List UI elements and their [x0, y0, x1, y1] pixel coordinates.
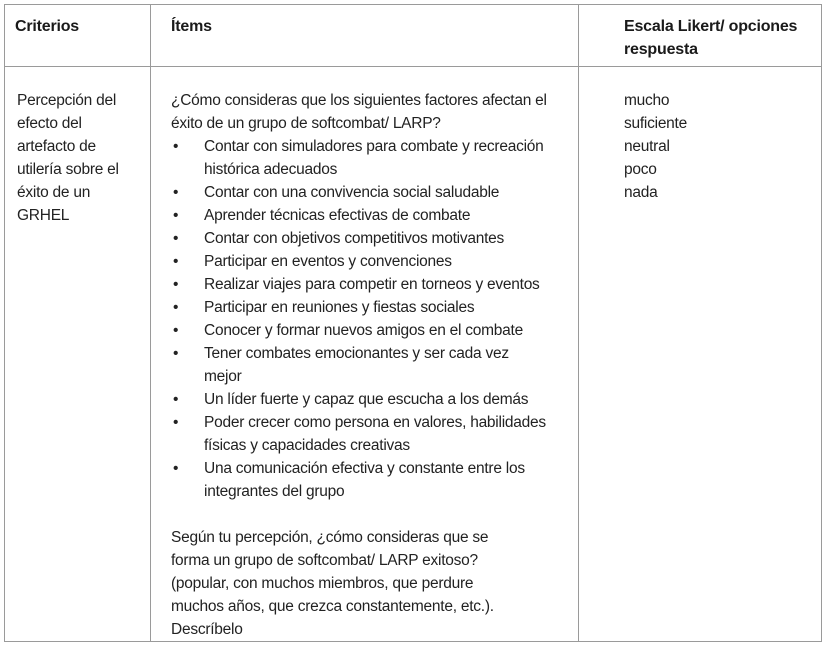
list-item — [171, 135, 548, 181]
list-item — [171, 342, 548, 388]
bullet-icon: • — [173, 276, 179, 293]
list-item — [171, 204, 548, 227]
bullet-icon: • — [173, 299, 179, 316]
escala-cell — [579, 67, 822, 642]
factors-question: ¿Cómo consideras que los siguientes factores afectan el éxito de un grupo de softcombat/ LARP? — [171, 92, 547, 132]
bullet-icon: • — [173, 253, 179, 270]
survey-table — [4, 4, 822, 642]
factor-text: Participar en eventos y convenciones — [204, 253, 452, 270]
header-criterios: Criterios — [5, 5, 151, 67]
factor-text: Contar con objetivos competitivos motivantes — [204, 230, 505, 247]
factor-text: Contar con simuladores para combate y recreación histórica adecuados — [204, 138, 544, 178]
criterio-text: Percepción del efecto del artefacto de utilería sobre el éxito de un GRHEL — [17, 92, 119, 224]
factor-text: Contar con una convivencia social saludable — [204, 184, 500, 201]
likert-option: nada — [624, 184, 658, 201]
bullet-icon: • — [173, 414, 179, 431]
bullet-icon: • — [173, 207, 179, 224]
factor-text: Participar en reuniones y fiestas sociales — [204, 299, 475, 316]
factor-text: Conocer y formar nuevos amigos en el combate — [204, 322, 523, 339]
likert-option: suficiente — [624, 115, 687, 132]
list-item — [171, 319, 548, 342]
bullet-icon: • — [173, 460, 179, 477]
list-item — [171, 250, 548, 273]
table-row — [5, 67, 822, 642]
factor-text: Tener combates emocionantes y ser cada vez mejor — [204, 345, 509, 385]
table-header-row — [5, 5, 822, 67]
bullet-icon: • — [173, 391, 179, 408]
header-escala: Escala Likert/ opciones respuesta — [579, 5, 822, 67]
list-item — [171, 457, 548, 503]
bullet-icon: • — [173, 230, 179, 247]
list-item — [171, 227, 548, 250]
open-question: Según tu percepción, ¿cómo consideras que se forma un grupo de softcombat/ LARP exitoso? (popular, con muchos miembros, que perdure muchos años, que crezca constantemente, etc.). Descríbelo — [171, 529, 494, 638]
factor-list — [171, 135, 548, 503]
factor-text: Aprender técnicas efectivas de combate — [204, 207, 471, 224]
likert-option: neutral — [624, 138, 670, 155]
header-items: Ítems — [151, 5, 579, 67]
bullet-icon: • — [173, 184, 179, 201]
bullet-icon: • — [173, 322, 179, 339]
list-item — [171, 181, 548, 204]
list-item — [171, 388, 548, 411]
bullet-icon: • — [173, 345, 179, 362]
factor-text: Poder crecer como persona en valores, habilidades físicas y capacidades creativas — [204, 414, 546, 454]
list-item — [171, 296, 548, 319]
likert-option: mucho — [624, 92, 670, 109]
likert-options — [624, 89, 821, 204]
items-cell — [151, 67, 579, 642]
criterio-cell — [5, 67, 151, 642]
factor-text: Realizar viajes para competir en torneos y eventos — [204, 276, 540, 293]
list-item — [171, 273, 548, 296]
factor-text: Un líder fuerte y capaz que escucha a los demás — [204, 391, 529, 408]
list-item — [171, 411, 548, 457]
bullet-icon: • — [173, 138, 179, 155]
likert-option: poco — [624, 161, 657, 178]
factor-text: Una comunicación efectiva y constante entre los integrantes del grupo — [204, 460, 525, 500]
